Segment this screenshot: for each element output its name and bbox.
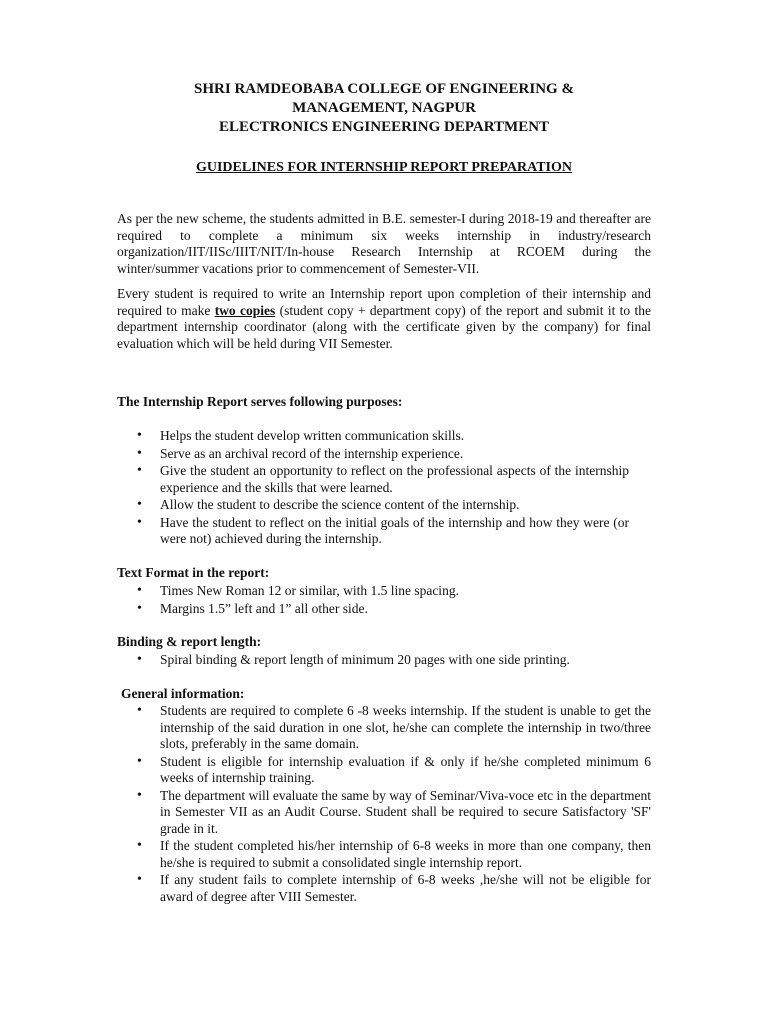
purposes-list: [137, 428, 629, 549]
document-title: GUIDELINES FOR INTERNSHIP REPORT PREPARATION: [195, 160, 572, 175]
list-item: • Students are required to complete 6 -8 weeks internship. If the student is unable to get the internship of the said duration in one slot, he/she can complete the internship in two/three slots, preferably in the same domain.: [137, 703, 651, 753]
list-item: • If any student fails to complete internship of 6-8 weeks ,he/she will not be eligible for award of degree after VIII Semester.: [137, 872, 651, 905]
college-header: [0, 80, 768, 137]
list-item: • Margins 1.5” left and 1” all other side.: [137, 601, 629, 618]
list-item: • Allow the student to describe the science content of the internship.: [137, 497, 629, 514]
intro-paragraph-2-end: (student copy + department copy) of the report and submit it to the department internship coordinator (along with the certificate given by the company) for final evaluation which will be held during VII Semester.: [117, 302, 651, 351]
header-line-3: ELECTRONICS ENGINEERING DEPARTMENT: [218, 119, 550, 135]
list-item: • Spiral binding & report length of minimum 20 pages with one side printing.: [137, 652, 629, 669]
purposes-heading: The Internship Report serves following purposes:: [117, 394, 403, 409]
header-line-1: SHRI RAMDEOBABA COLLEGE OF ENGINEERING &: [194, 81, 574, 97]
header-line-2: MANAGEMENT, NAGPUR: [292, 100, 476, 116]
intro-section: [117, 211, 651, 361]
list-item: • Serve as an archival record of the internship experience.: [137, 446, 629, 463]
intro-paragraph-2: [117, 286, 651, 352]
list-item: • Give the student an opportunity to reflect on the professional aspects of the internship experience and the skills that were learned.: [137, 463, 629, 496]
list-item: • Student is eligible for internship evaluation if & only if he/she completed minimum 6 weeks of internship training.: [137, 754, 651, 787]
text-format-list: [137, 583, 629, 618]
intro-paragraph-2-start: Every student is required to write an Internship report upon completion of their internship and required to make: [117, 286, 651, 318]
list-item: • If the student completed his/her internship of 6-8 weeks in more than one company, then he/she is required to submit a consolidated single internship report.: [137, 838, 651, 871]
two-copies-emphasis: two copies: [214, 302, 276, 318]
list-item: • The department will evaluate the same by way of Seminar/Viva-voce etc in the department in Semester VII as an Audit Course. Student shall be required to secure Satisfactory 'SF' grade in it.: [137, 788, 651, 838]
binding-heading: Binding & report length:: [117, 634, 262, 649]
list-item: • Helps the student develop written communication skills.: [137, 428, 629, 445]
intro-paragraph-1: As per the new scheme, the students admitted in B.E. semester-I during 2018-19 and thereafter are required to complete a minimum six weeks internship in industry/research organization/IIT/IISc/IIIT/NIT/In-house Research Internship at RCOEM during the winter/summer vacations prior to commencement of Semester-VII.: [117, 211, 651, 276]
general-info-list: [137, 703, 651, 906]
list-item: • Have the student to reflect on the initial goals of the internship and how they were (or were not) achieved during the internship.: [137, 515, 629, 548]
binding-list: [137, 652, 629, 670]
text-format-heading: Text Format in the report:: [117, 565, 270, 580]
list-item: • Times New Roman 12 or similar, with 1.5 line spacing.: [137, 583, 629, 600]
general-info-heading: General information:: [121, 686, 245, 701]
